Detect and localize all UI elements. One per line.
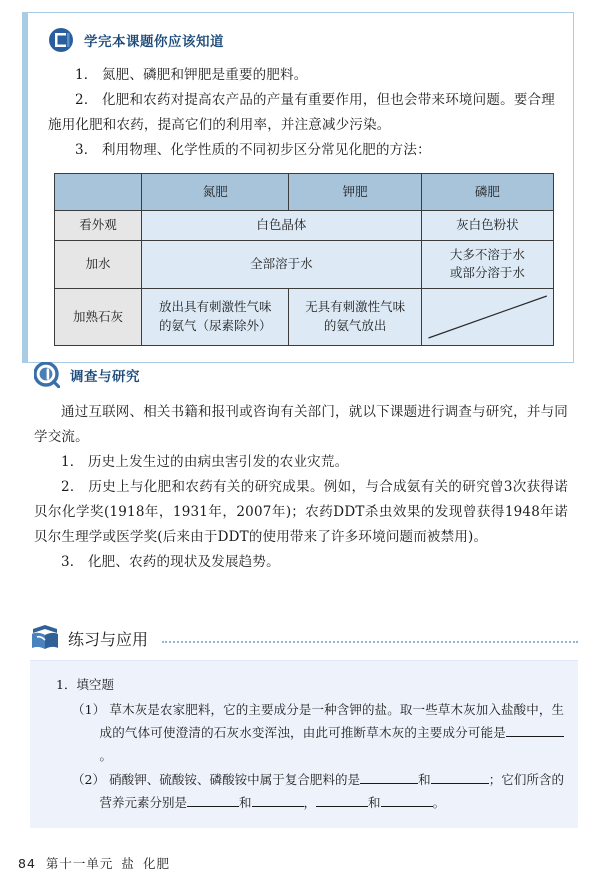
exercise-item-1-label: 填空题 [76, 677, 114, 692]
table-col-header-potassium: 钾肥 [289, 173, 421, 210]
summary-section-title: 学完本课题你应该知道 [84, 34, 224, 50]
answer-blank[interactable] [187, 806, 239, 807]
table-cell-water-np: 全部溶于水 [142, 240, 422, 289]
investigate-body [34, 400, 568, 575]
summary-section [22, 12, 574, 363]
investigate-section-title: 调查与研究 [70, 369, 140, 385]
investigate-intro: 通过互联网、相关书籍和报刊或咨询有关部门，就以下课题进行调查与研究，并与同学交流。 [34, 404, 568, 445]
table-cell-lime-n: 放出具有刺激性气味 的氨气（尿素除外） [142, 289, 289, 346]
header-dotted-rule [162, 640, 578, 643]
summary-item-1: 1． 氮肥、磷肥和钾肥是重要的肥料。 [75, 67, 308, 83]
investigate-item-2: 2． 历史上与化肥和农药有关的研究成果。例如，与合成氨有关的研究曾3次获得诺贝尔化学奖(1918年，1931年，2007年)；农药DDT杀虫效果的发现曾获得1948年诺贝尔生理学或医学奖(后来由于DDT的使用带来了许多环境问题而被禁用)。 [34, 478, 568, 545]
footer-topic-a: 盐 [121, 856, 135, 871]
exercise-section [30, 624, 578, 828]
exercise-panel [30, 660, 578, 828]
footer-unit: 第十一单元 [45, 856, 114, 871]
exercise-question-2-b: 和 [418, 771, 431, 787]
table-header-row [55, 173, 554, 210]
investigate-section [34, 360, 568, 575]
exercise-section-title: 练习与应用 [68, 629, 149, 649]
search-icon [34, 362, 60, 388]
investigate-item-3: 3． 化肥、农药的现状及发展趋势。 [61, 553, 280, 570]
table-row [55, 240, 554, 289]
answer-blank[interactable] [252, 806, 304, 807]
page-number: 84 [18, 856, 36, 871]
summary-section-header [48, 27, 555, 53]
table-col-header-nitrogen: 氮肥 [142, 173, 289, 210]
exercise-question-1-text: （1） 草木灰是农家肥料，它的主要成分是一种含钾的盐。取一些草木灰加入盐酸中，生成的气体可使澄清的石灰水变浑浊，由此可推断草木灰的主要成分可能是 [72, 702, 564, 741]
exercise-section-header [30, 624, 578, 652]
table-row [55, 210, 554, 240]
exercise-question-2-a: （2） 硝酸钾、硫酸铵、磷酸铵中属于复合肥料的是 [72, 771, 361, 787]
table-col-header-phosphorus: 磷肥 [421, 173, 553, 210]
footer-topic-b: 化肥 [142, 856, 170, 871]
page-footer [18, 854, 170, 872]
investigate-item-1: 1． 历史上发生过的由病虫害引发的农业灾荒。 [61, 453, 349, 470]
book-icon [30, 624, 60, 652]
table-cell-lime-k: 无具有刺激性气味 的氨气放出 [289, 289, 421, 346]
table-cell-appearance-p: 灰白色粉状 [421, 210, 553, 240]
exercise-question-2-f: 和 [368, 794, 381, 810]
table-corner-cell [55, 173, 142, 210]
exercise-question-2 [72, 768, 564, 814]
document-icon [48, 27, 74, 53]
answer-blank[interactable] [506, 736, 564, 737]
exercise-question-2-d: 和 [239, 794, 252, 810]
table-row-header-appearance: 看外观 [55, 210, 142, 240]
exercise-question-2-g: 。 [432, 794, 446, 810]
exercise-item-1-number: 1． [56, 677, 77, 692]
table-cell-water-p: 大多不溶于水 或部分溶于水 [421, 240, 553, 289]
answer-blank[interactable] [381, 806, 433, 807]
table-row [55, 289, 554, 346]
exercise-item-1-title [56, 673, 564, 696]
summary-item-2: 2． 化肥和农药对提高农产品的产量有重要作用，但也会带来环境问题。要合理施用化肥和农药，提高它们的利用率，并注意减少污染。 [48, 91, 555, 133]
exercise-question-2-c: ；它们所含的营养元素分别是 [99, 771, 564, 810]
answer-blank[interactable] [316, 806, 368, 807]
exercise-item-1 [46, 673, 564, 814]
fertilizer-comparison-table [54, 173, 554, 346]
answer-blank[interactable] [360, 783, 418, 784]
exercise-question-1 [72, 698, 564, 767]
investigate-section-header [34, 362, 568, 388]
table-row-header-water: 加水 [55, 240, 142, 289]
diagonal-slash-icon [426, 294, 549, 340]
table-cell-lime-p-empty [421, 289, 553, 346]
summary-item-3: 3． 利用物理、化学性质的不同初步区分常见化肥的方法： [75, 141, 431, 158]
table-row-header-lime: 加熟石灰 [55, 289, 142, 346]
exercise-question-1-end: 。 [99, 748, 113, 764]
answer-blank[interactable] [431, 783, 489, 784]
exercise-question-2-e: ， [303, 794, 317, 810]
table-cell-appearance-np: 白色晶体 [142, 210, 422, 240]
